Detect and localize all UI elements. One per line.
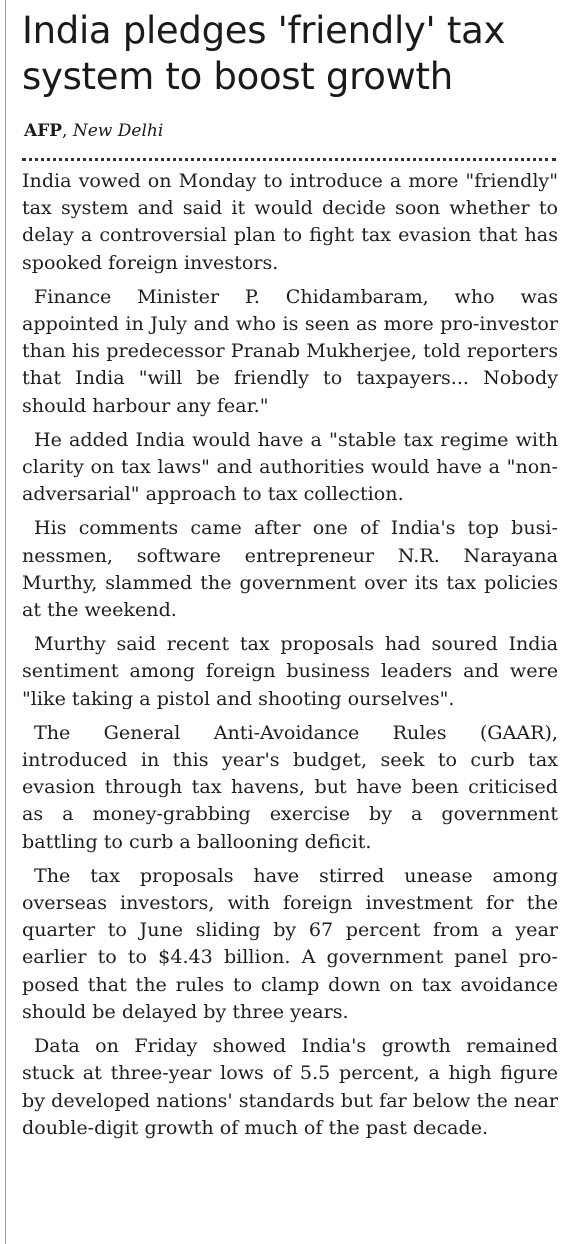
dotted-divider xyxy=(22,158,556,161)
paragraph-3: He added India would have a "stable tax regime with clarity on tax laws" and authorities would have a "non-adversarial" approach to tax collection. xyxy=(22,427,558,506)
byline-separator: , xyxy=(62,121,68,141)
article-body xyxy=(22,167,558,1141)
news-article xyxy=(22,8,558,1148)
paragraph-1: India vowed on Monday to introduce a more "friendly" tax system and said it would decide soon whether to delay a controversial plan to fight tax evasion that has spooked foreign investors. xyxy=(22,169,558,274)
byline xyxy=(24,120,558,142)
paragraph-6: The General Anti-Avoidance Rules (GAAR), introduced in this year's budget, seek to curb tax evasion through tax havens, but have been criticised as a money-grabbing exercise by a government battling to curb a ballooning deficit. xyxy=(22,720,558,853)
paragraph-5: Murthy said recent tax proposals had soured India sentiment among foreign business leaders and were "like taking a pistol and shooting ourselves". xyxy=(22,632,558,710)
byline-agency: AFP xyxy=(24,121,63,141)
paragraph-7: The tax proposals have stirred unease among overseas investors, with foreign investment for the quarter to June sliding by 67 percent from a year earlier to to $4.43 billion. A government panel proposed that the rules to clamp down on tax avoidance should be delayed by three years. xyxy=(22,863,558,1023)
paragraph-8: Data on Friday showed India's growth remained stuck at three-year lows of 5.5 percent, a high figure by developed nations' standards but far below the near double-digit growth of much of the past decade. xyxy=(22,1034,558,1139)
byline-location: New Delhi xyxy=(72,121,164,141)
column-rule xyxy=(5,0,6,1244)
paragraph-2: Finance Minister P. Chidambaram, who was appointed in July and who is seen as more pro-investor than his predecessor Pranab Mukherjee, told reporters that India "will be friendly to taxpayers... Nobody should harbour any fear." xyxy=(22,284,558,417)
headline: India pledges 'friendly' tax system to boost growth xyxy=(22,9,506,98)
paragraph-4: His comments came after one of India's top businessmen, software entrepreneur N.R. Narayana Murthy, slammed the government over its tax policies at the weekend. xyxy=(22,516,558,622)
